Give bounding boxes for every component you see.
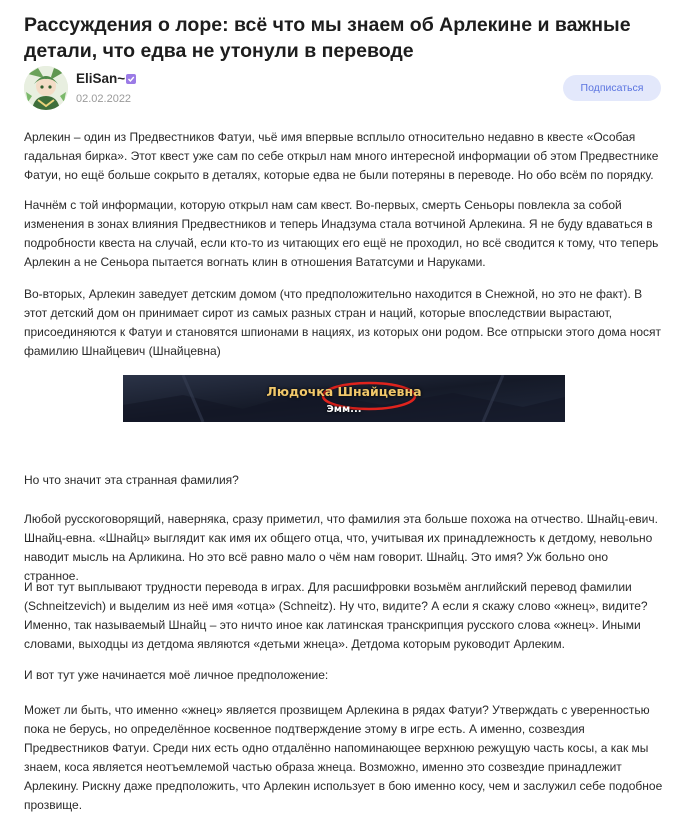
paragraph: Во-вторых, Арлекин заведует детским домом (что предположительно находится в Снежной, но это не факт). В этот детский дом он принимает сирот из самых разных стран и наций, которые впоследствии вырастают, присоединяются к Фатуи и становятся шпионами в нациях, из которых они родом. Все отпрыски этого дома носят фамилию Шнайцевич (Шнайцевна) <box>24 287 662 358</box>
article-title: Рассуждения о лоре: всё что мы знаем об Арлекине и важные детали, что едва не утонули в переводе <box>24 14 631 62</box>
subscribe-button[interactable]: Подписаться <box>563 75 661 101</box>
avatar[interactable] <box>24 66 68 110</box>
paragraph: И вот тут уже начинается моё личное предположение: <box>24 668 329 682</box>
paragraph: Любой русскоговорящий, наверняка, сразу приметил, что фамилия эта больше похожа на отчество. Шнайц-евич. Шнайц-евна. «Шнайц» выглядит как имя их общего отца, что, учитывая их принадлежность к детдому, невольно наводит мысль на Арликина. Но это всё равно мало о чём нам говорит. Шнайц. Это имя? Уж больно оно странное. <box>24 512 658 583</box>
author-block <box>24 66 664 112</box>
paragraph: Арлекин – один из Предвестников Фатуи, чьё имя впервые всплыло относительно недавно в квесте «Особая гадальная бирка». Этот квест уже сам по себе открыл нам много интересной информации об этом Предвестнике Фатуи, но ещё больше сокрыто в деталях, которые едва не были потеряны в переводе. Но обо всём по порядку. <box>24 130 659 182</box>
paragraph: Начнём с той информации, которую открыл нам сам квест. Во-первых, смерть Сеньоры повлекла за собой изменения в зонах влияния Предвестников и теперь Инадзума стала вотчиной Арлекина. Я не буду вдаваться в подробности квеста на случай, если кто-то из читающих его ещё не проходил, но всё сводится к тому, что теперь Арлекин а не Сеньора пытается вогнать клин в отношения Вататсуми и Наруками. <box>24 198 659 269</box>
author-name[interactable]: EliSan~ <box>76 71 126 86</box>
game-screenshot <box>123 375 565 422</box>
screenshot-caption: Людочка Шнайцевна <box>266 384 422 399</box>
screenshot-dialogue: Эмм... <box>326 404 362 415</box>
verified-badge-icon <box>125 72 137 84</box>
paragraph: Но что значит эта странная фамилия? <box>24 473 239 487</box>
paragraph: И вот тут выплывают трудности перевода в играх. Для расшифровки возьмём английский перевод фамилии (Schneitzevich) и выделим из неё имя «отца» (Schneitz). Ну что, видите? А если я скажу слово «жнец», видите? Именно, так называемый Шнайц – это ничто иное как латинская транскрипция русского слова «жнец». Иными словами, выходцы из детдома являются «детьми жнеца». Детдома которым руководит Арлеким. <box>24 580 648 651</box>
publish-date: 02.02.2022 <box>76 93 132 105</box>
paragraph: Может ли быть, что именно «жнец» является прозвищем Арлекина в рядах Фатуи? Утверждать с уверенностью пока не берусь, но определённое косвенное подтверждение этому в игре есть. А именно, созвездия Предвестников Фатуи. Среди них есть одно отдалённо напоминающее верхнюю режущую часть косы, а как мы знаем, коса является неотъемлемой частью образа жнеца. Возможно, именно это созвездие принадлежит Арлекину. Рискну даже предположить, что Арлекин использует в бою именно косу, чем и заслужил себе подобное прозвище. <box>24 703 663 812</box>
